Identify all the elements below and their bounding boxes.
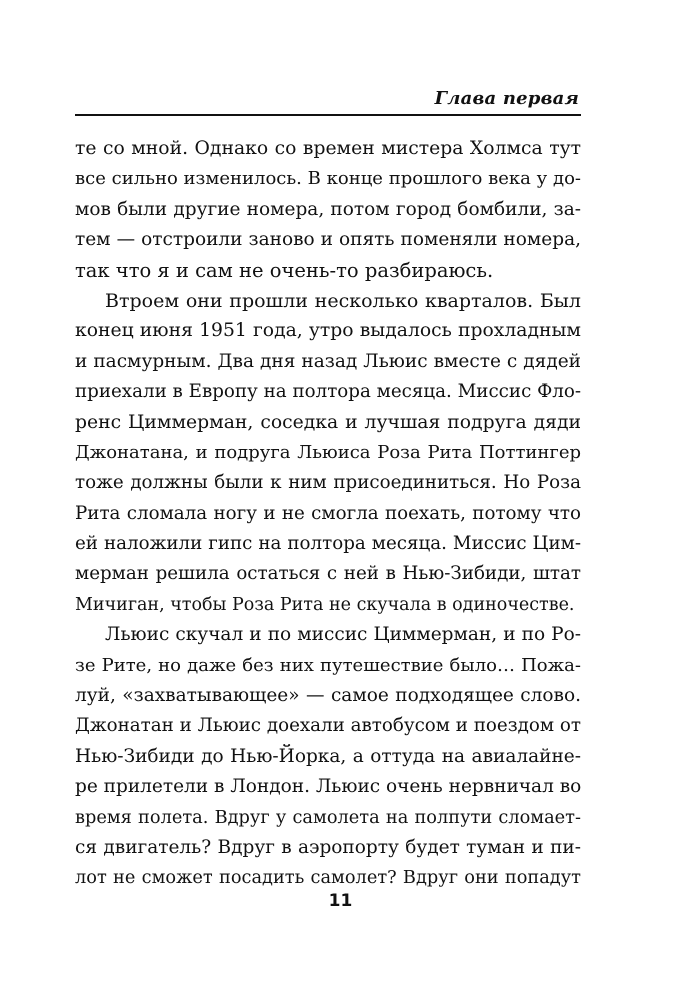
text-line: Втроем они прошли несколько кварталов. Был — [105, 289, 581, 312]
text-line: приехали в Европу на полтора месяца. Миссис Фло- — [75, 381, 581, 403]
text-line: те со мной. Однако со времен мистера Холмса тут — [75, 138, 581, 159]
text-line: мерман решила остаться с ней в Нью-Зибиди, штат — [75, 563, 581, 585]
text-line: ренс Циммерман, соседка и лучшая подруга дяди — [75, 411, 581, 433]
body-text — [75, 134, 581, 894]
text-line: время полета. Вдруг у самолета на полпути сломает- — [75, 807, 581, 828]
text-line: мов были другие номера, потом город бомбили, за- — [75, 198, 581, 220]
header-rule — [75, 114, 581, 116]
text-line: лот не сможет посадить самолет? Вдруг они попадут — [75, 868, 581, 889]
text-line: тем — отстроили заново и опять поменяли номера, — [75, 229, 581, 251]
text-line: и пасмурным. Два дня назад Льюис вместе с дядей — [75, 350, 581, 372]
text-line: тоже должны были к ним присоединиться. Но Роза — [75, 472, 581, 494]
text-line: так что я и сам не очень-то разбираюсь. — [75, 258, 494, 282]
text-line: ся двигатель? Вдруг в аэропорту будет туман и пи- — [75, 836, 581, 858]
text-line: Джонатана, и подруга Льюиса Роза Рита Поттингер — [75, 441, 581, 463]
text-line: Нью-Зибиди до Нью-Йорка, а оттуда на авиалайне- — [75, 745, 581, 767]
text-line: все сильно изменилось. В конце прошлого века у до- — [75, 168, 581, 190]
page-number: 11 — [328, 891, 353, 911]
text-line: Мичиган, чтобы Роза Рита не скучала в одиночестве. — [75, 594, 575, 615]
text-line: конец июня 1951 года, утро выдалось прохладным — [75, 320, 581, 342]
text-line: Джонатан и Льюис доехали автобусом и поездом от — [75, 715, 581, 737]
text-line: зе Рите, но даже без них путешествие было… Пожа- — [75, 654, 581, 676]
text-line: Рита сломала ногу и не смогла поехать, потому что — [75, 502, 581, 524]
text-line: луй, «захватывающее» — самое подходящее слово. — [75, 685, 581, 707]
text-line: ре прилетели в Лондон. Льюис очень нервничал во — [75, 776, 581, 798]
running-head: Глава первая — [434, 88, 579, 109]
text-line: ей наложили гипс на полтора месяца. Миссис Цим- — [75, 533, 581, 555]
text-line: Льюис скучал и по миссис Циммерман, и по Ро- — [105, 624, 581, 646]
